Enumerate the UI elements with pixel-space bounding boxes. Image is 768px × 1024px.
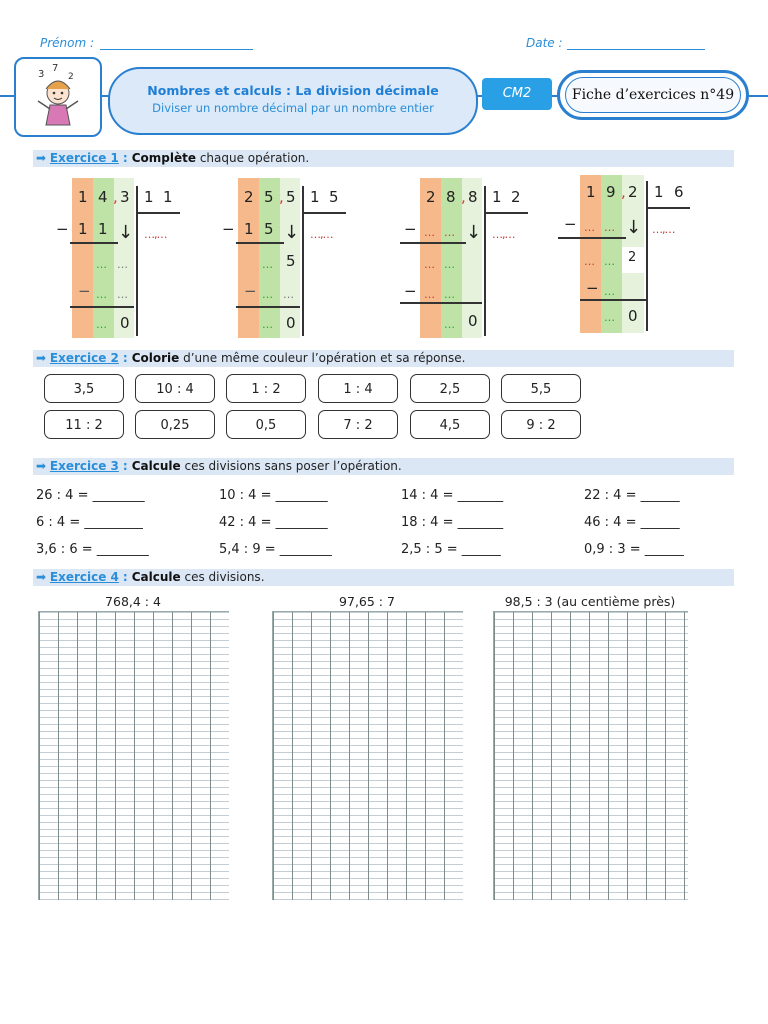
subtract-digit: 1: [98, 220, 108, 238]
answer-box[interactable]: 4,5: [410, 410, 490, 439]
header-line-left: [0, 95, 14, 97]
answer-box[interactable]: 1 : 4: [318, 374, 398, 403]
down-arrow-icon: ↓: [118, 222, 134, 243]
quotient-blank[interactable]: …,…: [652, 223, 675, 236]
logo-girl-icon: [16, 59, 100, 135]
exercise-title: Exercice 2: [49, 351, 119, 365]
partial-digit: 5: [286, 252, 296, 270]
answer-box[interactable]: 11 : 2: [44, 410, 124, 439]
divisor-underline: [484, 212, 528, 214]
dividend-digit: 8: [468, 188, 478, 206]
divisor-digit: 5: [329, 188, 339, 206]
subtract-blank[interactable]: …: [604, 221, 614, 234]
divisor-underline: [646, 207, 690, 209]
answer-box[interactable]: 0,5: [226, 410, 306, 439]
comma: ,: [461, 188, 466, 206]
division-operation-2[interactable]: [222, 178, 358, 338]
subtract-digit: 5: [264, 220, 274, 238]
arrow-right-icon: ➡: [36, 570, 47, 584]
remainder-digit: 0: [628, 307, 638, 325]
svg-text:3: 3: [38, 69, 45, 80]
answer-box[interactable]: 2,5: [410, 374, 490, 403]
exercise-3-header: ➡ Exercice 3 : Calcule ces divisions sans poser l’opération.: [33, 458, 734, 475]
minus-sign: −: [244, 282, 257, 300]
division-operation-1[interactable]: [56, 178, 192, 338]
exercise-instruction: ces divisions sans poser l’opération.: [184, 459, 402, 473]
fiche-badge: [557, 70, 749, 120]
subtraction-rule: [70, 306, 134, 308]
division-vertical-bar: [302, 186, 304, 336]
minus-sign: −: [56, 220, 69, 238]
arrow-right-icon: ➡: [36, 351, 47, 365]
division-vertical-bar: [646, 181, 648, 331]
subtraction-rule: [236, 306, 300, 308]
svg-text:7: 7: [52, 63, 59, 74]
subtraction-rule: [580, 299, 646, 301]
arrow-right-icon: ➡: [36, 151, 47, 165]
divisor-underline: [302, 212, 346, 214]
down-arrow-icon: ↓: [626, 217, 642, 238]
calc-item[interactable]: 3,6 : 6 = ________: [36, 542, 149, 557]
divisor-digit: 1: [144, 188, 154, 206]
arrow-right-icon: ➡: [36, 459, 47, 473]
minus-sign: −: [564, 215, 577, 233]
page-title: Nombres et calculs : La division décimale: [147, 83, 439, 98]
prenom-label: Prénom :: [40, 36, 95, 50]
minus-sign: −: [78, 282, 91, 300]
fiche-label: Fiche d’exercices n°49: [565, 77, 741, 113]
blank[interactable]: …: [444, 258, 454, 271]
exercise-2-header: ➡ Exercice 2 : Colorie d’une même couleur l’opération et sa réponse.: [33, 350, 734, 367]
answer-box[interactable]: 0,25: [135, 410, 215, 439]
quotient-blank[interactable]: …,…: [310, 228, 333, 241]
header-line-right: [749, 95, 768, 97]
blank[interactable]: …: [444, 288, 454, 301]
divisor-digit: 2: [511, 188, 521, 206]
minus-sign: −: [404, 282, 417, 300]
answer-box[interactable]: 7 : 2: [318, 410, 398, 439]
subtraction-rule: [400, 302, 482, 304]
calc-item[interactable]: 22 : 4 = ______: [584, 488, 680, 503]
blank[interactable]: …: [117, 258, 127, 271]
division-grid-1[interactable]: [38, 611, 229, 900]
minus-sign: −: [404, 220, 417, 238]
dividend-digit: 4: [98, 188, 108, 206]
exercise-verb: Calcule: [131, 570, 181, 584]
exercise-4-header: ➡ Exercice 4 : Calcule ces divisions.: [33, 569, 734, 586]
exercise-instruction: chaque opération.: [199, 151, 310, 165]
page-subtitle: Diviser un nombre décimal par un nombre entier: [152, 101, 434, 115]
dividend-digit: 1: [78, 188, 88, 206]
blank[interactable]: …: [96, 288, 106, 301]
divisor-digit: 6: [674, 183, 684, 201]
subtract-digit: 1: [244, 220, 254, 238]
blank[interactable]: …: [424, 288, 434, 301]
dividend-digit: 8: [446, 188, 456, 206]
exercise-1-header: ➡ Exercice 1 : Complète chaque opération.: [33, 150, 734, 167]
blank[interactable]: …: [117, 288, 127, 301]
remainder-digit: 0: [120, 314, 130, 332]
remainder-digit: 0: [468, 312, 478, 330]
blank[interactable]: …: [444, 318, 454, 331]
date-label: Date :: [526, 36, 563, 50]
title-banner: [108, 67, 478, 135]
calc-item[interactable]: 46 : 4 = ______: [584, 515, 680, 530]
dividend-digit: 5: [264, 188, 274, 206]
dividend-digit: 1: [586, 183, 596, 201]
answer-box[interactable]: 1 : 2: [226, 374, 306, 403]
division-operation-4[interactable]: [564, 175, 708, 333]
calc-item[interactable]: 5,4 : 9 = ________: [219, 542, 332, 557]
subtract-blank[interactable]: …: [584, 221, 594, 234]
blank[interactable]: …: [96, 258, 106, 271]
divisor-digit: 1: [492, 188, 502, 206]
remainder-digit: 0: [286, 314, 296, 332]
blank[interactable]: …: [604, 311, 614, 324]
answer-box[interactable]: 3,5: [44, 374, 124, 403]
division-operation-3[interactable]: [404, 178, 540, 338]
quotient-blank[interactable]: …,…: [144, 228, 167, 241]
subtraction-rule: [400, 242, 466, 244]
date-field[interactable]: [567, 37, 705, 50]
division-vertical-bar: [136, 186, 138, 336]
level-badge: CM2: [482, 78, 552, 110]
subtraction-rule: [70, 242, 118, 244]
calc-item[interactable]: 26 : 4 = ________: [36, 488, 145, 503]
exercise-verb: Complète: [131, 151, 196, 165]
dividend-digit: 9: [606, 183, 616, 201]
partial-digit: 2: [628, 250, 637, 265]
calc-item[interactable]: 10 : 4 = ________: [219, 488, 328, 503]
division-grid-2[interactable]: [272, 611, 463, 900]
dividend-digit: 2: [628, 183, 638, 201]
comma: ,: [621, 183, 626, 201]
calc-item[interactable]: 42 : 4 = ________: [219, 515, 328, 530]
blank[interactable]: …: [262, 288, 272, 301]
dividend-digit: 5: [286, 188, 296, 206]
exercise-instruction: ces divisions.: [184, 570, 265, 584]
blank[interactable]: …: [283, 288, 293, 301]
dividend-digit: 2: [426, 188, 436, 206]
down-arrow-icon: ↓: [466, 222, 482, 243]
calc-item[interactable]: 0,9 : 3 = ______: [584, 542, 684, 557]
divisor-underline: [136, 212, 180, 214]
grid-title: 98,5 : 3 (au centième près): [504, 594, 676, 609]
answer-box[interactable]: 9 : 2: [501, 410, 581, 439]
blank[interactable]: …: [604, 255, 614, 268]
calc-item[interactable]: 6 : 4 = _________: [36, 515, 143, 530]
divisor-digit: 1: [310, 188, 320, 206]
subtract-digit: 1: [78, 220, 88, 238]
division-grid-3[interactable]: [493, 611, 688, 900]
divisor-digit: 1: [163, 188, 173, 206]
exercise-title: Exercice 4: [49, 570, 119, 584]
down-arrow-icon: ↓: [284, 222, 300, 243]
answer-box[interactable]: 5,5: [501, 374, 581, 403]
dividend-digit: 2: [244, 188, 254, 206]
subtract-blank[interactable]: …: [444, 226, 454, 239]
answer-box[interactable]: 10 : 4: [135, 374, 215, 403]
prenom-field[interactable]: [100, 37, 253, 50]
digit-box: [622, 247, 644, 273]
minus-sign: −: [222, 220, 235, 238]
subtract-blank[interactable]: …: [424, 226, 434, 239]
blank[interactable]: …: [424, 258, 434, 271]
divisor-digit: 1: [654, 183, 664, 201]
calc-item[interactable]: 2,5 : 5 = ______: [401, 542, 501, 557]
exercise-instruction: d’une même couleur l’opération et sa réponse.: [183, 351, 466, 365]
blank[interactable]: …: [584, 255, 594, 268]
blank[interactable]: …: [262, 318, 272, 331]
svg-text:2: 2: [68, 72, 74, 82]
calc-item[interactable]: 18 : 4 = _______: [401, 515, 504, 530]
blank[interactable]: …: [262, 258, 272, 271]
quotient-blank[interactable]: …,…: [492, 228, 515, 241]
blank[interactable]: …: [96, 318, 106, 331]
exercise-title: Exercice 1: [49, 151, 119, 165]
exercise-verb: Colorie: [131, 351, 180, 365]
blank[interactable]: …: [604, 285, 614, 298]
subtraction-rule: [558, 237, 626, 239]
division-vertical-bar: [484, 186, 486, 336]
grid-title: 97,65 : 7: [339, 594, 395, 609]
calc-item[interactable]: 14 : 4 = _______: [401, 488, 504, 503]
logo: [14, 57, 102, 137]
exercise-title: Exercice 3: [49, 459, 119, 473]
exercise-verb: Calcule: [131, 459, 181, 473]
grid-title: 768,4 : 4: [105, 594, 161, 609]
dividend-digit: 3: [120, 188, 130, 206]
subtraction-rule: [236, 242, 284, 244]
minus-sign: −: [586, 279, 599, 297]
comma: ,: [279, 188, 284, 206]
comma: ,: [113, 188, 118, 206]
